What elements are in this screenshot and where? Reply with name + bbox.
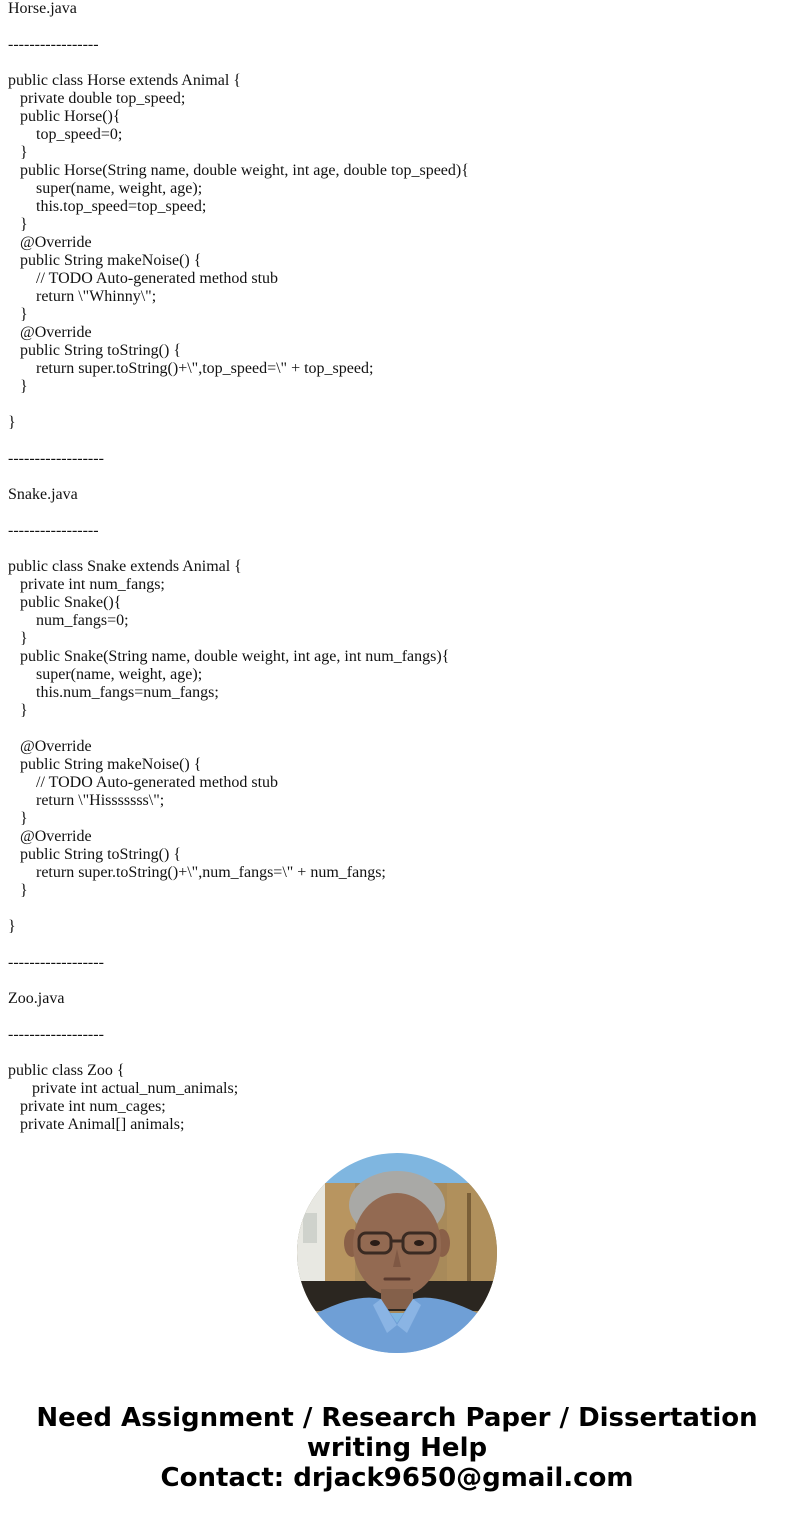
blank-line xyxy=(8,972,788,990)
code-line: public class Snake extends Animal { xyxy=(8,558,242,575)
separator: ------------------ xyxy=(8,450,104,467)
code-line: // TODO Auto-generated method stub xyxy=(8,270,279,287)
separator: ----------------- xyxy=(8,522,99,539)
blank-line xyxy=(8,54,788,72)
blank-line xyxy=(8,504,788,522)
blank-line xyxy=(8,18,788,36)
promo-headline: Need Assignment / Research Paper / Dissertation xyxy=(36,1403,758,1433)
code-line: } xyxy=(8,414,16,431)
code-line: public String toString() { xyxy=(8,846,182,863)
code-line: } xyxy=(8,882,28,899)
blank-line xyxy=(8,1008,788,1026)
code-line: public Horse(){ xyxy=(8,108,121,125)
code-line: return \"Whinny\"; xyxy=(8,288,157,305)
code-line: public String makeNoise() { xyxy=(8,252,202,269)
code-line: return \"Hisssssss\"; xyxy=(8,792,165,809)
code-line: public String toString() { xyxy=(8,342,182,359)
code-line: return super.toString()+\",num_fangs=\" + num_fangs; xyxy=(8,864,386,881)
avatar xyxy=(297,1153,497,1353)
code-line: } xyxy=(8,216,28,233)
blank-line xyxy=(8,468,788,486)
code-line: private int num_cages; xyxy=(8,1098,166,1115)
code-line: @Override xyxy=(8,324,92,341)
code-line: } xyxy=(8,702,28,719)
code-line: } xyxy=(8,810,28,827)
file-title-snake: Snake.java xyxy=(8,486,78,503)
code-line: @Override xyxy=(8,234,92,251)
file-title-zoo: Zoo.java xyxy=(8,990,65,1007)
code-line: private int actual_num_animals; xyxy=(8,1080,239,1097)
code-line: top_speed=0; xyxy=(8,126,123,143)
code-line: } xyxy=(8,306,28,323)
promo-banner xyxy=(0,1403,794,1493)
code-document xyxy=(8,0,788,1134)
blank-line xyxy=(8,900,788,918)
code-line: return super.toString()+\",top_speed=\" + top_speed; xyxy=(8,360,374,377)
file-title-horse: Horse.java xyxy=(8,0,77,17)
person-photo-icon xyxy=(297,1153,497,1353)
code-line: private Animal[] animals; xyxy=(8,1116,185,1133)
code-line: public Snake(){ xyxy=(8,594,122,611)
separator: ------------------ xyxy=(8,954,104,971)
blank-line xyxy=(8,540,788,558)
code-line: public Snake(String name, double weight, int age, int num_fangs){ xyxy=(8,648,450,665)
blank-line xyxy=(8,1044,788,1062)
code-line: } xyxy=(8,918,16,935)
code-line: private double top_speed; xyxy=(8,90,186,107)
code-line: public class Zoo { xyxy=(8,1062,125,1079)
code-line: @Override xyxy=(8,828,92,845)
code-line: public String makeNoise() { xyxy=(8,756,202,773)
code-line: this.top_speed=top_speed; xyxy=(8,198,207,215)
promo-subheadline: writing Help xyxy=(306,1433,488,1463)
contact-email: Contact: drjack9650@gmail.com xyxy=(160,1463,634,1493)
separator: ----------------- xyxy=(8,36,99,53)
blank-line xyxy=(8,720,788,738)
code-line: this.num_fangs=num_fangs; xyxy=(8,684,219,701)
code-line: super(name, weight, age); xyxy=(8,180,203,197)
blank-line xyxy=(8,936,788,954)
code-line: @Override xyxy=(8,738,92,755)
code-line: } xyxy=(8,144,28,161)
separator: ------------------ xyxy=(8,1026,104,1043)
code-line: } xyxy=(8,378,28,395)
code-line: num_fangs=0; xyxy=(8,612,129,629)
code-line: super(name, weight, age); xyxy=(8,666,203,683)
code-line: public Horse(String name, double weight, int age, double top_speed){ xyxy=(8,162,469,179)
blank-line xyxy=(8,432,788,450)
code-line: // TODO Auto-generated method stub xyxy=(8,774,279,791)
code-line: private int num_fangs; xyxy=(8,576,165,593)
code-line: public class Horse extends Animal { xyxy=(8,72,241,89)
blank-line xyxy=(8,396,788,414)
code-line: } xyxy=(8,630,28,647)
